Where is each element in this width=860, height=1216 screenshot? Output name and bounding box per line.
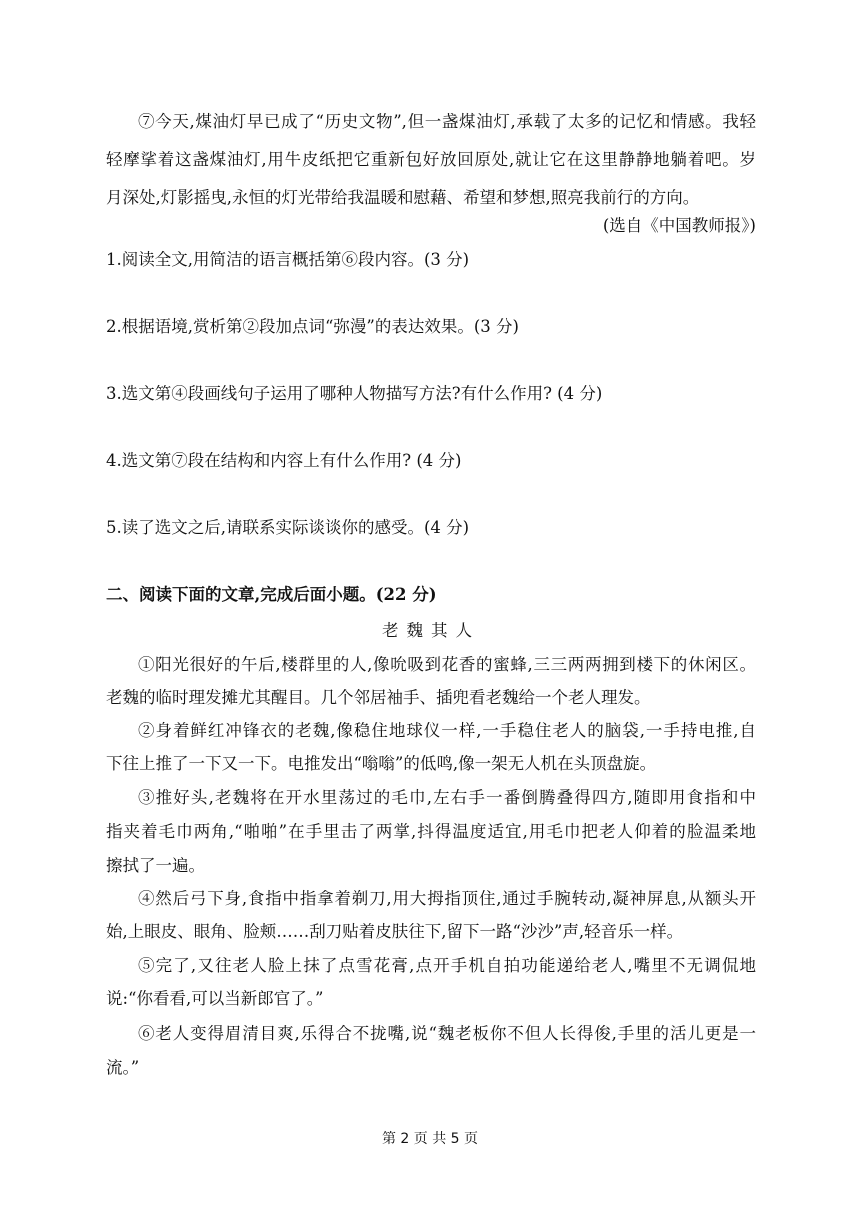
article-line-11: 说:“你看看,可以当新郎官了。”: [106, 989, 324, 1008]
article-line-13: 流。”: [106, 1058, 140, 1077]
question-3: 3.选文第④段画线句子运用了哪种人物描写方法?有什么作用? (4 分): [106, 384, 603, 403]
article-line-4: 下往上推了一下又一下。电推发出“嗡嗡”的低鸣,像一架无人机在头顶盘旋。: [106, 754, 657, 773]
article-line-7: 擦拭了一遍。: [106, 856, 205, 875]
article-line-1: ①阳光很好的午后,楼群里的人,像吮吸到花香的蜜蜂,三三两两拥到楼下的休闲区。: [138, 655, 756, 674]
question-5: 5.读了选文之后,请联系实际谈谈你的感受。(4 分): [106, 518, 470, 537]
article-line-10: ⑤完了,又往老人脸上抹了点雪花膏,点开手机自拍功能递给老人,嘴里不无调侃地: [138, 956, 756, 975]
article-title: 老魏其人: [382, 621, 480, 640]
article-line-6: 指夹着毛巾两角,“啪啪”在手里击了两掌,抖得温度适宜,用毛巾把老人仰着的脸温柔地: [106, 822, 756, 841]
paragraph-7-line-2: 轻摩挲着这盏煤油灯,用牛皮纸把它重新包好放回原处,就让它在这里静静地躺着吧。岁: [106, 150, 756, 169]
article-line-3: ②身着鲜红冲锋衣的老魏,像稳住地球仪一样,一手稳住老人的脑袋,一手持电推,自: [138, 721, 756, 740]
article-line-2: 老魏的临时理发摊尤其醒目。几个邻居袖手、插兜看老魏给一个老人理发。: [106, 688, 651, 707]
article-line-8: ④然后弓下身,食指中指拿着剃刀,用大拇指顶住,通过手腕转动,凝神屏息,从额头开: [138, 889, 756, 908]
section-2-heading: 二、阅读下面的文章,完成后面小题。(22 分): [106, 585, 437, 604]
article-line-9: 始,上眼皮、眼角、脸颊……刮刀贴着皮肤往下,留下一路“沙沙”声,轻音乐一样。: [106, 922, 684, 941]
article-line-5: ③推好头,老魏将在开水里荡过的毛巾,左右手一番倒腾叠得四方,随即用食指和中: [138, 788, 756, 807]
question-4: 4.选文第⑦段在结构和内容上有什么作用? (4 分): [106, 451, 462, 470]
page-number-footer: 第 2 页 共 5 页: [381, 1131, 479, 1147]
question-1: 1.阅读全文,用简洁的语言概括第⑥段内容。(3 分): [106, 250, 470, 269]
source-citation: (选自《中国教师报》): [602, 216, 756, 235]
paragraph-7-line-3: 月深处,灯影摇曳,永恒的灯光带给我温暖和慰藉、希望和梦想,照亮我前行的方向。: [106, 188, 700, 207]
paragraph-7-line-1: ⑦今天,煤油灯早已成了“历史文物”,但一盏煤油灯,承载了太多的记忆和情感。我轻: [138, 112, 756, 131]
question-2: 2.根据语境,赏析第②段加点词“弥漫”的表达效果。(3 分): [106, 317, 519, 336]
article-line-12: ⑥老人变得眉清目爽,乐得合不拢嘴,说“魏老板你不但人长得俊,手里的活儿更是一: [138, 1024, 756, 1043]
